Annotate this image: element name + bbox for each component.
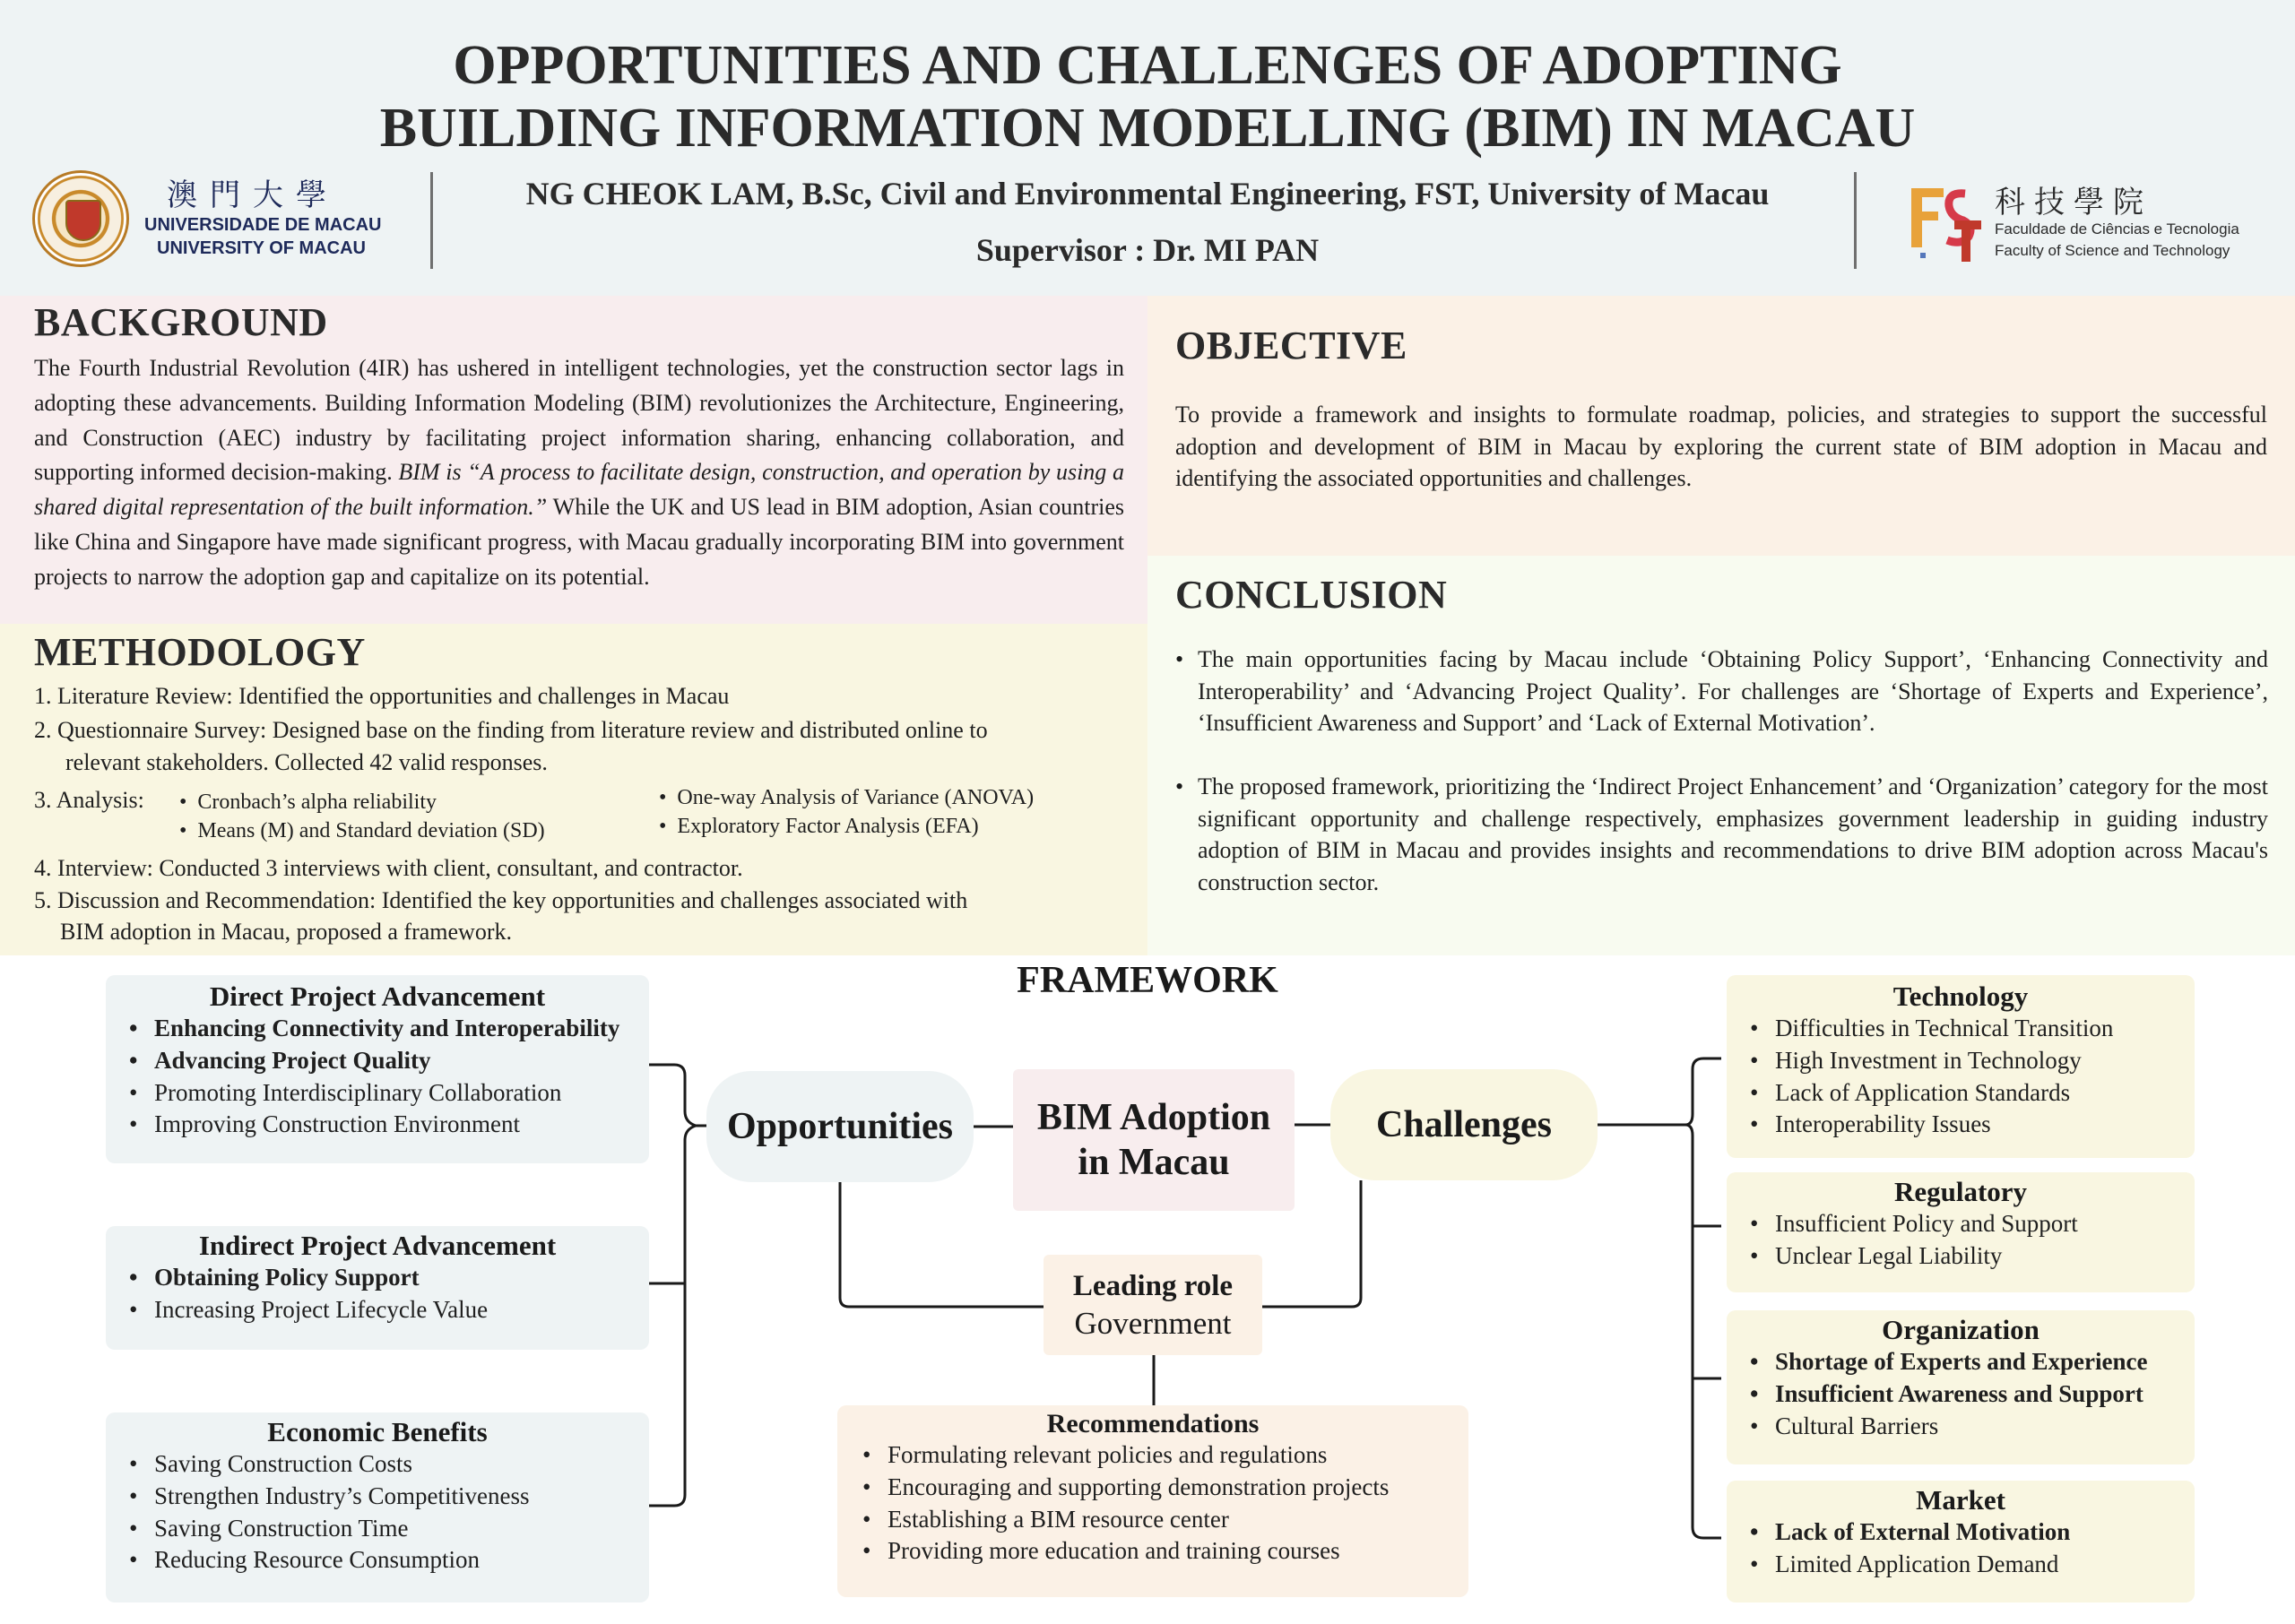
- poster-header: [0, 0, 2295, 296]
- um-logo-english: UNIVERSITY OF MACAU: [157, 238, 366, 258]
- card-item: • Unclear Legal Liability: [1748, 1240, 2195, 1273]
- method-item-2-cont: relevant stakeholders. Collected 42 valid responses.: [65, 749, 548, 775]
- hub-opportunities: Opportunities: [706, 1071, 974, 1182]
- card-item: • Strengthen Industry’s Competitiveness: [127, 1481, 649, 1513]
- methodology-section: [0, 624, 1148, 955]
- card-item: • Reducing Resource Consumption: [127, 1544, 649, 1576]
- um-logo: [32, 168, 427, 269]
- method-item-4: 4. Interview: Conducted 3 interviews with client, consultant, and contractor.: [34, 855, 743, 881]
- challenge-card-regulatory: [1727, 1172, 2195, 1292]
- recommendations-card: [837, 1405, 1468, 1597]
- method-item-5: 5. Discussion and Recommendation: Identified the key opportunities and challenges associated with: [34, 887, 968, 913]
- card-title: Economic Benefits: [267, 1416, 488, 1447]
- poster-title: [0, 34, 2295, 160]
- conclusion-bullet-2-text: The proposed framework, prioritizing the ‘Indirect Project Enhancement’ and ‘Organization’ category for the most significant opportunity and challenge respectively, emphasizes government leadership in guiding industry adoption of BIM in Macau and provides insights and recommendations to drive BIM adoption across Macau's construction sector.: [1198, 773, 2268, 895]
- hub-government: [1044, 1255, 1262, 1355]
- title-line-2: BUILDING INFORMATION MODELLING (BIM) IN MACAU: [379, 98, 1916, 159]
- conclusion-heading: CONCLUSION: [1175, 573, 1448, 617]
- method-item-1: 1. Literature Review: Identified the opportunities and challenges in Macau: [34, 683, 730, 709]
- fst-mark-icon: [1902, 176, 1981, 265]
- hub-bim-adoption: [1013, 1069, 1295, 1211]
- challenge-card-technology: [1727, 975, 2195, 1158]
- card-item: • Limited Application Demand: [1748, 1549, 2195, 1581]
- card-title: Organization: [1882, 1314, 2040, 1345]
- method-item-2: 2. Questionnaire Survey: Designed base on the finding from literature review and distributed online to: [34, 717, 988, 743]
- opportunity-card-indirect: [106, 1226, 649, 1350]
- analysis-bullet: • Exploratory Factor Analysis (EFA): [659, 815, 979, 838]
- header-divider-left: [430, 172, 433, 269]
- card-item: • Advancing Project Quality: [127, 1045, 649, 1077]
- card-item: • Lack of External Motivation: [1748, 1516, 2195, 1549]
- methodology-heading: METHODOLOGY: [34, 630, 366, 674]
- hub-bim-line-2: in Macau: [1078, 1142, 1230, 1183]
- fst-logo-portuguese: Faculdade de Ciências e Tecnologia: [1995, 220, 2239, 238]
- background-text-part1: The Fourth Industrial Revolution (4IR) has ushered in intelligent technologies, yet the construction sector lags in adopting these advancements. Building Information Modeling (BIM) revolutionizes the Architecture, Engineering, and Construction (AEC) industry by facilitating project information sharing, enhancing collaboration, and supporting informed decision-making.: [34, 355, 1124, 486]
- card-title: Recommendations: [1046, 1409, 1260, 1438]
- um-logo-chinese: 澳門大學: [167, 177, 339, 213]
- government-role-label: Leading role: [1072, 1270, 1234, 1302]
- background-text-part2: While the UK and US lead in BIM adoption, Asian countries like China and Singapore have made significant progress, with Macau gradually incorporating BIM into government projects to narrow the adoption gap and capitalize on its potential.: [34, 494, 1124, 590]
- card-item: • Obtaining Policy Support: [127, 1262, 649, 1294]
- card-title: Indirect Project Advancement: [198, 1230, 557, 1261]
- title-line-1: OPPORTUNITIES AND CHALLENGES OF ADOPTING: [453, 35, 1842, 96]
- card-item: • Difficulties in Technical Transition: [1748, 1013, 2195, 1045]
- header-divider-right: [1854, 172, 1857, 269]
- background-text: [34, 351, 1124, 595]
- challenge-card-market: [1727, 1481, 2195, 1602]
- card-item: • Cultural Barriers: [1748, 1411, 2195, 1443]
- card-item: • Formulating relevant policies and regulations: [861, 1439, 1468, 1472]
- background-bim-definition: BIM is “A process to facilitate design, construction, and operation by using a shared digital representation of the built information.”: [34, 459, 1124, 521]
- conclusion-section: CONCLUSION • The main opportunities facing by Macau include ‘Obtaining Policy Support’, ‘Enhancing Connectivity and Interoperability’ and ‘Advancing Project Quality’. For challenges are ‘Shortage of Experts and Experience’, ‘Insufficient Awareness and Support’ and ‘Lack of External Motivation’. • The proposed framework, prioritizing the ‘Indirect Project Enhancement’ and ‘Organization’ category for the most significant opportunity and challenge respectively, emphasizes government leadership in guiding industry adoption of BIM in Macau and provides insights and recommendations to drive BIM adoption across Macau's construction sector.: [1148, 556, 2295, 955]
- objective-heading: OBJECTIVE: [1175, 324, 1407, 367]
- card-item: • Establishing a BIM resource center: [861, 1504, 1468, 1536]
- card-item: • Increasing Project Lifecycle Value: [127, 1294, 649, 1326]
- method-item-5-cont: BIM adoption in Macau, proposed a framework.: [60, 919, 512, 945]
- analysis-bullet: • One-way Analysis of Variance (ANOVA): [659, 786, 1035, 809]
- card-item: • Insufficient Awareness and Support: [1748, 1378, 2195, 1411]
- fst-logo-english: Faculty of Science and Technology: [1995, 242, 2230, 259]
- card-item: • Promoting Interdisciplinary Collaboration: [127, 1077, 649, 1110]
- card-title: Regulatory: [1893, 1176, 2028, 1207]
- framework-title: FRAMEWORK: [1017, 960, 1278, 1001]
- card-item: • Encouraging and supporting demonstration projects: [861, 1472, 1468, 1504]
- method-item-3-label: 3. Analysis:: [34, 787, 144, 813]
- hub-challenges: Challenges: [1330, 1069, 1598, 1180]
- author-line: NG CHEOK LAM, B.Sc, Civil and Environmental Engineering, FST, University of Macau: [525, 176, 1770, 212]
- card-item: • Lack of Application Standards: [1748, 1077, 2195, 1110]
- card-item: • Saving Construction Time: [127, 1513, 649, 1545]
- card-title: Direct Project Advancement: [209, 980, 546, 1012]
- objective-section: [1148, 296, 2295, 556]
- supervisor-line: Supervisor : Dr. MI PAN: [975, 232, 1320, 268]
- fst-logo-chinese: 科技學院: [1995, 185, 2152, 220]
- card-item: • Insufficient Policy and Support: [1748, 1208, 2195, 1240]
- card-item: • Interoperability Issues: [1748, 1109, 2195, 1141]
- opportunity-card-economic: [106, 1412, 649, 1602]
- analysis-bullet: • Means (M) and Standard deviation (SD): [179, 819, 545, 842]
- card-title: Market: [1916, 1484, 2005, 1516]
- analysis-bullet: • Cronbach’s alpha reliability: [179, 790, 437, 814]
- card-item: • High Investment in Technology: [1748, 1045, 2195, 1077]
- background-heading: BACKGROUND: [34, 300, 328, 344]
- card-item: • Improving Construction Environment: [127, 1109, 649, 1141]
- card-item: • Providing more education and training courses: [861, 1535, 1468, 1568]
- government-label: Government: [1074, 1306, 1232, 1341]
- challenge-card-organization: [1727, 1310, 2195, 1464]
- fst-logo: [1901, 176, 2277, 274]
- opportunity-card-direct: [106, 975, 649, 1163]
- background-section: [0, 296, 1148, 624]
- card-item: • Enhancing Connectivity and Interoperability: [127, 1013, 649, 1045]
- card-title: Technology: [1892, 980, 2029, 1012]
- objective-text: To provide a framework and insights to formulate roadmap, policies, and strategies to support the successful adoption and development of BIM in Macau by exploring the current state of BIM adoption in Macau and identifying the associated opportunities and challenges.: [1175, 402, 2267, 491]
- hub-bim-line-1: BIM Adoption: [1036, 1097, 1271, 1138]
- conclusion-bullet-1-text: The main opportunities facing by Macau include ‘Obtaining Policy Support’, ‘Enhancing Connectivity and Interoperability’ and ‘Advancing Project Quality’. For challenges are ‘Shortage of Experts and Experience’, ‘Insufficient Awareness and Support’ and ‘Lack of External Motivation’.: [1198, 646, 2268, 736]
- um-crest-icon: [32, 170, 129, 267]
- um-logo-portuguese: UNIVERSIDADE DE MACAU: [144, 215, 382, 235]
- card-item: • Saving Construction Costs: [127, 1448, 649, 1481]
- card-item: • Shortage of Experts and Experience: [1748, 1346, 2195, 1378]
